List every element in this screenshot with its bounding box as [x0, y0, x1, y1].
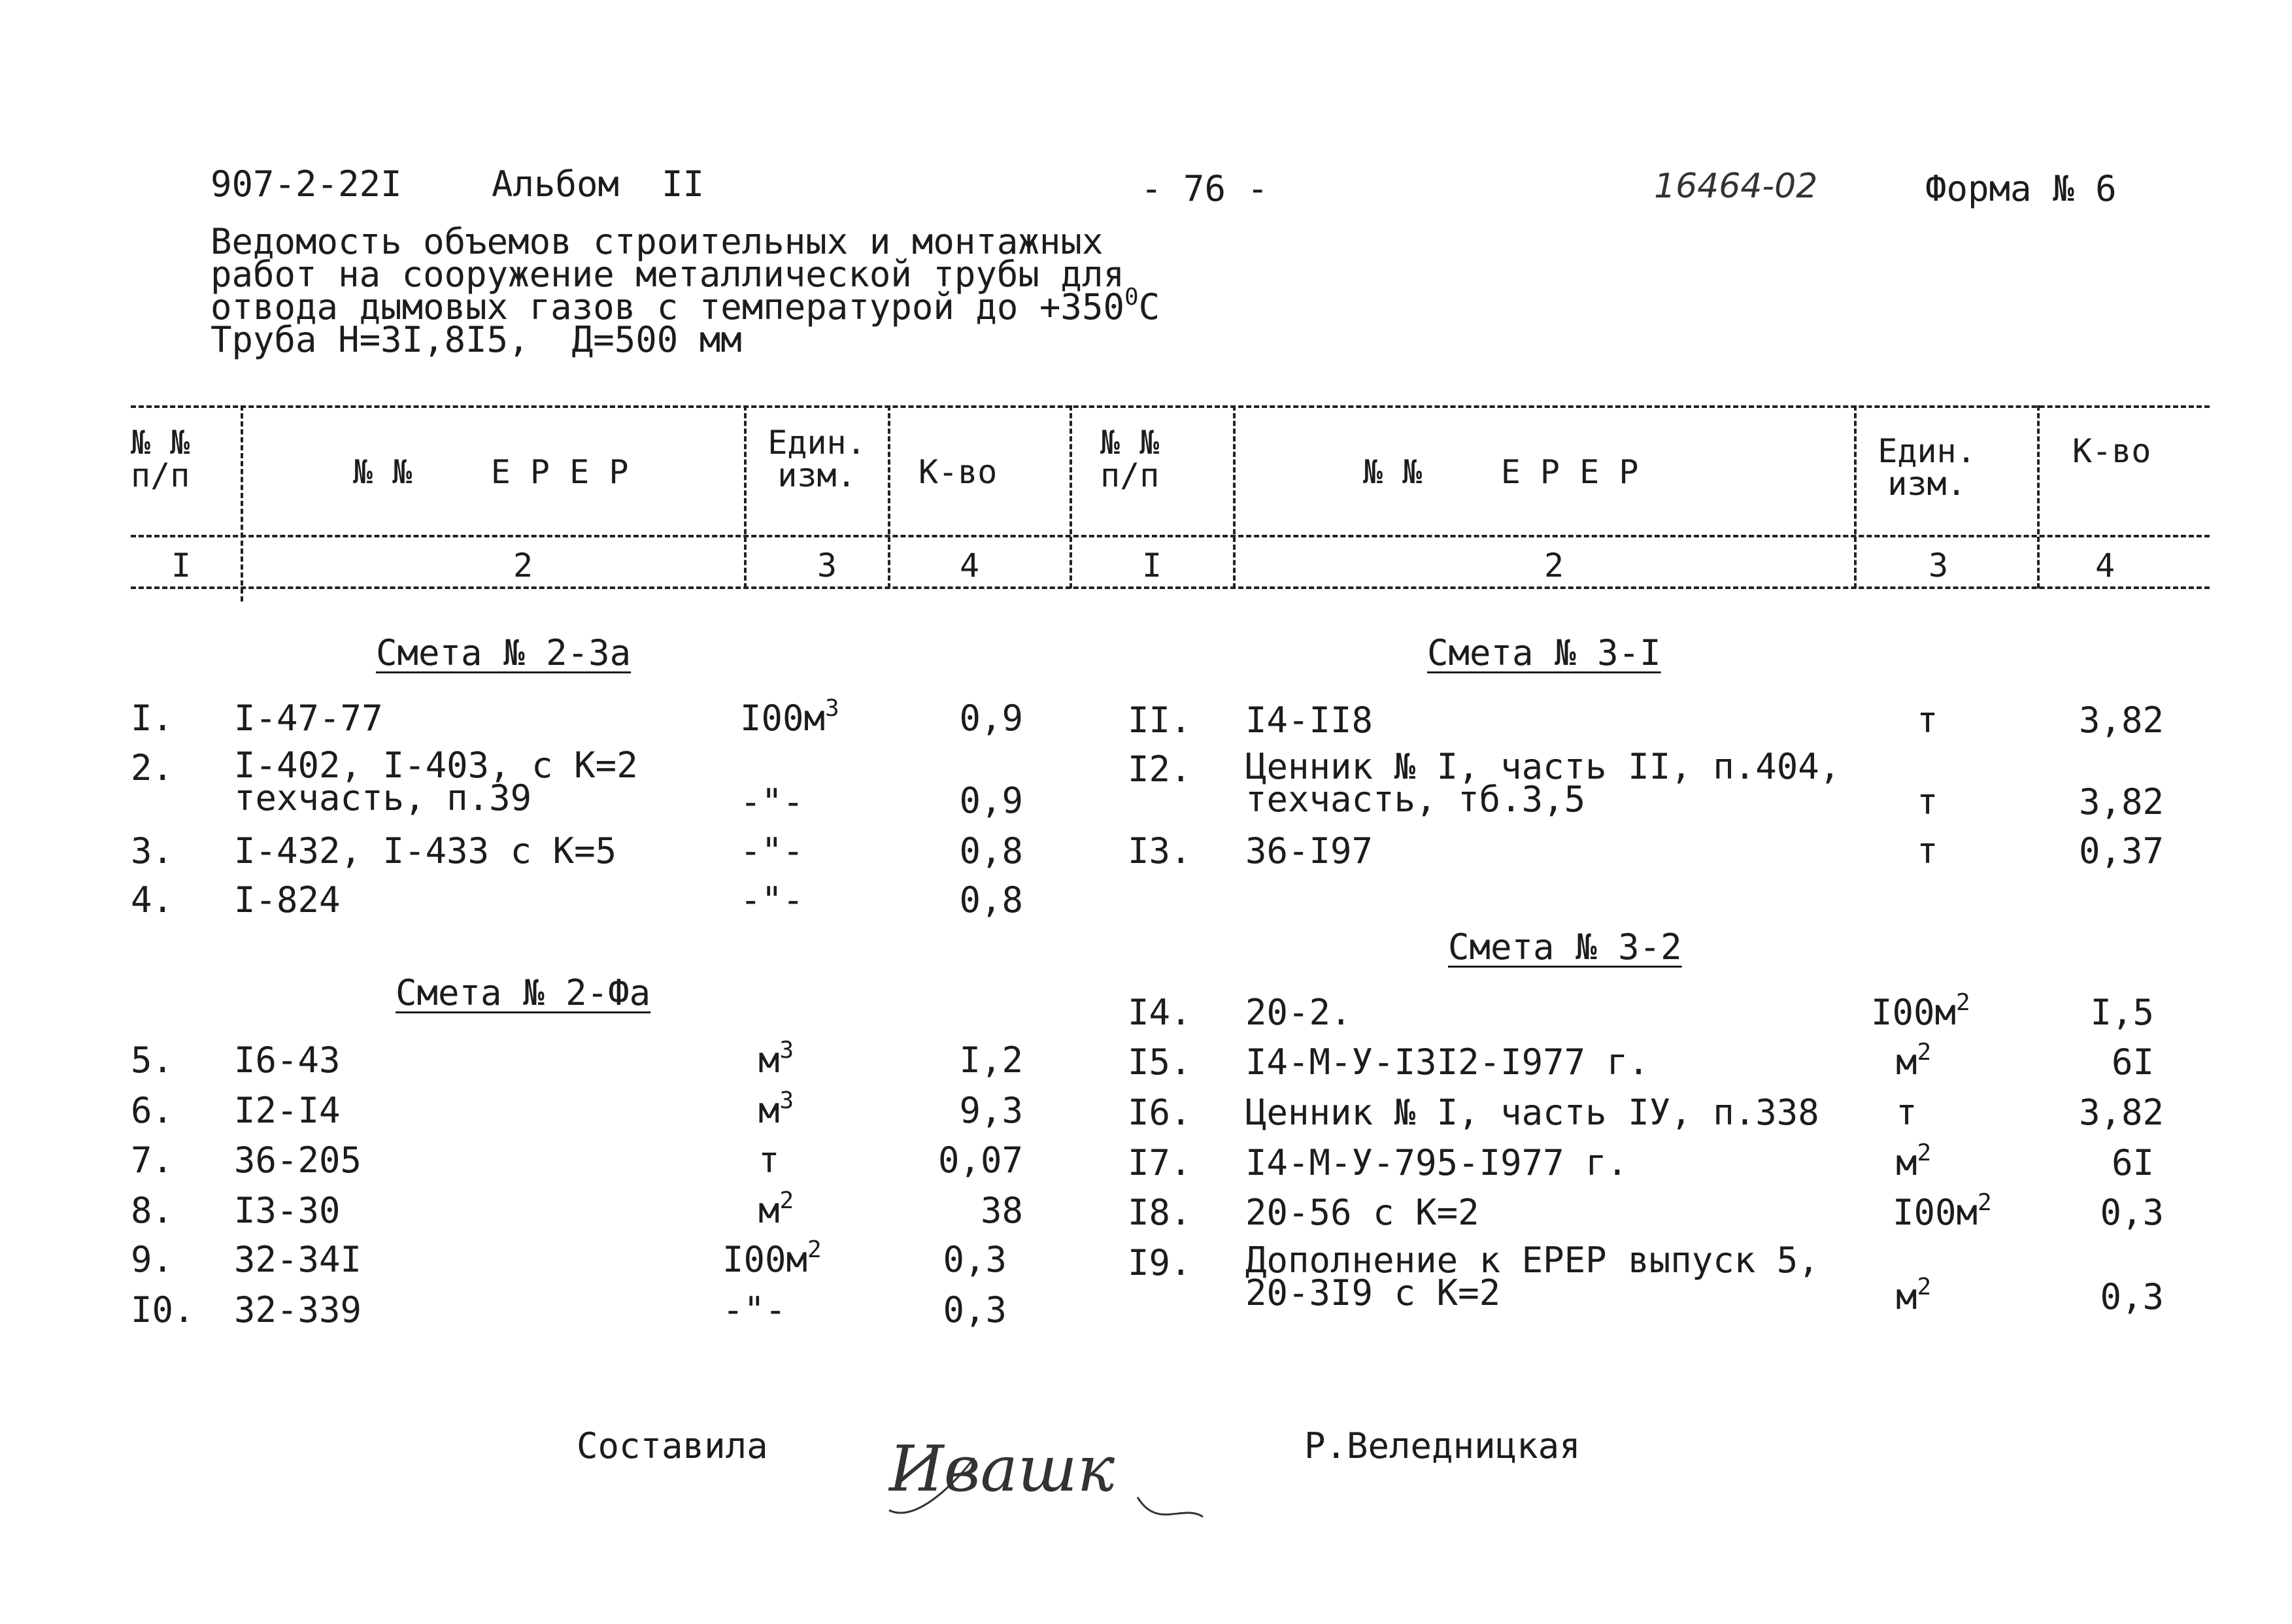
row-quantity: 6I	[2111, 1142, 2154, 1183]
handwritten-number: 16464-02	[1654, 167, 1818, 206]
row-number: I7.	[1128, 1142, 1192, 1183]
row-reference: I4-М-У-I3I2-I977 г.	[1245, 1041, 1649, 1083]
row-unit: т	[1917, 700, 1938, 741]
row-quantity: 0,07	[937, 1140, 1023, 1181]
compiler-name: Р.Веледницкая	[1304, 1425, 1581, 1466]
row-number: I8.	[1128, 1192, 1192, 1233]
row-unit: -"-	[722, 1289, 786, 1330]
title-line-3: отвода дымовых газов с температурой до $+350^0С$	[211, 284, 1160, 328]
index-col-4: 4	[2095, 547, 2115, 584]
row-unit: $I00м^2$	[1893, 1189, 1992, 1233]
row-quantity: 3,82	[2078, 1092, 2164, 1133]
row-quantity: 0,3	[943, 1239, 1007, 1280]
row-unit: $I00м^2$	[1871, 989, 1970, 1033]
document-code: 907-2-22I	[211, 163, 402, 205]
index-col-3: 3	[817, 547, 837, 584]
row-quantity: 9,3	[959, 1090, 1023, 1131]
row-reference: I6-43	[234, 1040, 341, 1081]
header-top-rule	[131, 405, 2210, 408]
row-unit: -"-	[740, 781, 804, 822]
header-col-ref: № № Е Р Е Р	[353, 453, 629, 491]
section-title: Смета № 3-2	[1448, 926, 1682, 968]
row-number: 4.	[131, 879, 174, 921]
row-number: I.	[131, 698, 174, 739]
index-col-2: 2	[1544, 547, 1564, 584]
row-unit: $м^2$	[1896, 1039, 1932, 1083]
row-reference: Ценник № I, часть IУ, п.338	[1245, 1092, 1819, 1133]
header-col-num: № № п/п	[131, 424, 190, 494]
row-reference: 36-I97	[1245, 830, 1374, 871]
row-number: I0.	[131, 1289, 195, 1330]
form-number: Форма № 6	[1925, 168, 2117, 209]
header-col-num: № № п/п	[1100, 424, 1160, 494]
row-unit: $I00м^2$	[722, 1236, 822, 1280]
title-line-2: работ на сооружение металлической трубы для	[211, 254, 1124, 295]
row-unit: $м^2$	[1896, 1274, 1932, 1317]
index-col-3: 3	[1929, 547, 1949, 584]
signature-mark	[876, 1419, 1216, 1530]
album-label: Альбом II	[492, 163, 705, 205]
row-unit: $м^3$	[758, 1037, 794, 1081]
signature-text: Ивашк	[889, 1432, 1115, 1506]
row-number: 3.	[131, 830, 174, 871]
row-quantity: I,2	[959, 1040, 1023, 1081]
row-number: II.	[1128, 700, 1192, 741]
section-title: Смета № 2-3а	[376, 632, 632, 673]
row-number: 7.	[131, 1140, 174, 1181]
row-number: I6.	[1128, 1092, 1192, 1133]
row-reference: 32-339	[234, 1289, 362, 1330]
row-unit: т	[1917, 781, 1938, 822]
row-reference: I3-30	[234, 1190, 341, 1231]
row-unit: $м^2$	[1896, 1140, 1932, 1183]
row-reference: Ценник № I, часть II, п.404, техчасть, тб.3,5	[1245, 746, 1841, 820]
row-unit: т	[758, 1140, 780, 1181]
row-reference: I2-I4	[234, 1090, 341, 1131]
row-number: I3.	[1128, 830, 1192, 871]
row-quantity: I,5	[2090, 992, 2154, 1033]
row-unit: т	[1896, 1092, 1917, 1133]
row-unit: -"-	[740, 879, 804, 921]
header-divider	[2037, 405, 2040, 588]
row-quantity: 3,82	[2078, 781, 2164, 822]
row-quantity: 0,3	[2100, 1192, 2164, 1233]
row-reference: I-824	[234, 879, 341, 921]
row-number: 9.	[131, 1239, 174, 1280]
row-quantity: 0,9	[959, 780, 1023, 821]
row-reference: I-47-77	[234, 698, 383, 739]
page-number: - 76 -	[1141, 168, 1269, 209]
row-quantity: 38	[980, 1190, 1023, 1231]
row-reference: 20-2.	[1245, 992, 1352, 1033]
row-reference: 20-56 с К=2	[1245, 1192, 1479, 1233]
header-col-qty: К-во	[2072, 432, 2151, 470]
row-quantity: 0,3	[943, 1289, 1007, 1330]
row-number: I4.	[1128, 992, 1192, 1033]
index-col-2: 2	[513, 547, 533, 584]
row-number: 8.	[131, 1190, 174, 1231]
compiled-by-label: Составила	[577, 1425, 768, 1466]
row-quantity: 0,3	[2100, 1276, 2164, 1317]
row-quantity: 0,8	[959, 830, 1023, 871]
row-reference: I-432, I-433 с К=5	[234, 830, 617, 871]
index-col-1: I	[171, 547, 192, 584]
title-line-1: Ведомость объемов строительных и монтажных	[211, 221, 1104, 262]
header-divider	[241, 405, 243, 601]
row-reference: I-402, I-403, с К=2 техчасть, п.39	[234, 745, 638, 819]
row-quantity: 3,82	[2078, 700, 2164, 741]
header-col-qty: К-во	[918, 453, 998, 491]
row-reference: 36-205	[234, 1140, 362, 1181]
row-number: I9.	[1128, 1242, 1192, 1283]
row-number: I5.	[1128, 1041, 1192, 1083]
header-divider	[888, 405, 890, 588]
header-divider	[1070, 405, 1072, 588]
row-unit: $м^2$	[758, 1187, 794, 1231]
row-unit: $м^3$	[758, 1087, 794, 1131]
row-number: I2.	[1128, 749, 1192, 790]
header-mid-rule	[131, 535, 2210, 537]
row-reference: 32-34I	[234, 1239, 362, 1280]
header-col-unit: Един. изм.	[767, 424, 866, 494]
row-number: 6.	[131, 1090, 174, 1131]
row-number: 5.	[131, 1040, 174, 1081]
header-col-unit: Един. изм.	[1878, 432, 1976, 503]
row-reference: I4-М-У-795-I977 г.	[1245, 1142, 1628, 1183]
row-quantity: 0,37	[2078, 830, 2164, 871]
section-title: Смета № 2-Фа	[396, 972, 651, 1013]
row-reference: Дополнение к ЕРЕР выпуск 5, 20-3I9 с К=2	[1245, 1240, 1819, 1313]
row-unit: т	[1917, 830, 1938, 871]
section-title: Смета № 3-I	[1427, 632, 1661, 673]
row-unit: -"-	[740, 830, 804, 871]
row-unit: $I00м^3$	[740, 695, 839, 739]
row-quantity: 6I	[2111, 1041, 2154, 1083]
header-bottom-rule	[131, 586, 2210, 589]
row-quantity: 0,9	[959, 698, 1023, 739]
index-col-1: I	[1142, 547, 1162, 584]
header-col-ref: № № Е Р Е Р	[1363, 453, 1639, 491]
row-reference: I4-II8	[1245, 700, 1374, 741]
title-line-4: Труба Н=3I,8I5, Д=500 мм	[211, 319, 742, 360]
row-quantity: 0,8	[959, 879, 1023, 921]
header-divider	[1233, 405, 1236, 588]
index-col-4: 4	[960, 547, 980, 584]
row-number: 2.	[131, 747, 174, 788]
